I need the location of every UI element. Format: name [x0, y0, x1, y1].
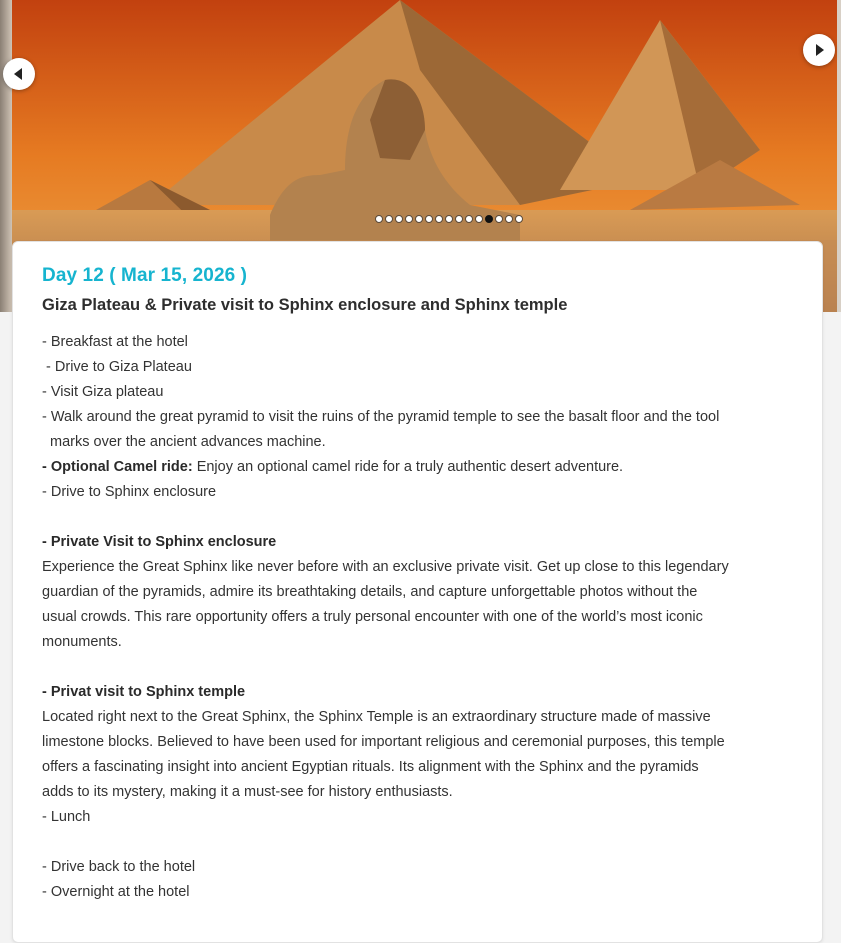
itinerary-item: - Breakfast at the hotel: [42, 334, 188, 350]
slider-dot[interactable]: [465, 215, 473, 223]
spacer: [42, 505, 802, 530]
slider-dot[interactable]: [405, 215, 413, 223]
slider-dot[interactable]: [435, 215, 443, 223]
slider-dot[interactable]: [445, 215, 453, 223]
paragraph-line: adds to its mystery, making it a must-see for history enthusiasts.: [42, 784, 453, 800]
chevron-left-icon: [14, 68, 22, 80]
paragraph-line: offers a fascinating insight into ancient Egyptian rituals. Its alignment with the Sphinx and the pyramids: [42, 759, 699, 775]
slider-dot[interactable]: [395, 215, 403, 223]
itinerary-item: - Drive to Giza Plateau: [42, 359, 192, 375]
chevron-right-icon: [816, 44, 824, 56]
optional-description: Enjoy an optional camel ride for a truly authentic desert adventure.: [192, 459, 624, 475]
itinerary-item: - Overnight at the hotel: [42, 884, 190, 900]
itinerary-item: - Lunch: [42, 809, 91, 825]
slider-pagination-dots: [375, 215, 523, 223]
paragraph-line: limestone blocks. Believed to have been used for important religious and ceremonial purposes, this temple: [42, 734, 725, 750]
itinerary-item: - Drive to Sphinx enclosure: [42, 484, 217, 500]
paragraph-line: guardian of the pyramids, admire its breathtaking details, and capture unforgettable photos without the: [42, 584, 698, 600]
slider-next-button[interactable]: [803, 34, 835, 66]
spacer: [42, 655, 802, 680]
paragraph-line: Located right next to the Great Sphinx, the Sphinx Temple is an extraordinary structure made of massive: [42, 709, 711, 725]
slider-dot[interactable]: [425, 215, 433, 223]
itinerary-item-continued: marks over the ancient advances machine.: [50, 434, 326, 450]
slider-prev-button[interactable]: [3, 58, 35, 90]
slider-dot[interactable]: [495, 215, 503, 223]
itinerary-item: - Visit Giza plateau: [42, 384, 164, 400]
slider-dot[interactable]: [415, 215, 423, 223]
slider-dot[interactable]: [505, 215, 513, 223]
itinerary-content: [42, 330, 802, 905]
slider-dot[interactable]: [485, 215, 493, 223]
day-subtitle: Giza Plateau & Private visit to Sphinx enclosure and Sphinx temple: [42, 296, 568, 314]
itinerary-item: - Drive back to the hotel: [42, 859, 196, 875]
paragraph-line: usual crowds. This rare opportunity offers a truly personal encounter with one of the world’s most iconic: [42, 609, 703, 625]
slider-dot[interactable]: [375, 215, 383, 223]
slider-left-edge: [0, 0, 12, 312]
day-title: Day 12 ( Mar 15, 2026 ): [42, 265, 248, 286]
paragraph-line: Experience the Great Sphinx like never before with an exclusive private visit. Get up close to this legendary: [42, 559, 729, 575]
itinerary-item-optional: [42, 455, 802, 480]
slider-right-edge: [837, 0, 841, 312]
slider-dot[interactable]: [455, 215, 463, 223]
optional-label: - Optional Camel ride:: [42, 459, 193, 475]
paragraph-line: monuments.: [42, 634, 122, 650]
section-heading: - Private Visit to Sphinx enclosure: [42, 534, 277, 550]
slider-dot[interactable]: [475, 215, 483, 223]
section-heading: - Privat visit to Sphinx temple: [42, 684, 246, 700]
slider-dot[interactable]: [385, 215, 393, 223]
itinerary-item: - Walk around the great pyramid to visit the ruins of the pyramid temple to see the basalt floor and the tool: [42, 409, 720, 425]
slider-dot[interactable]: [515, 215, 523, 223]
spacer: [42, 830, 802, 855]
